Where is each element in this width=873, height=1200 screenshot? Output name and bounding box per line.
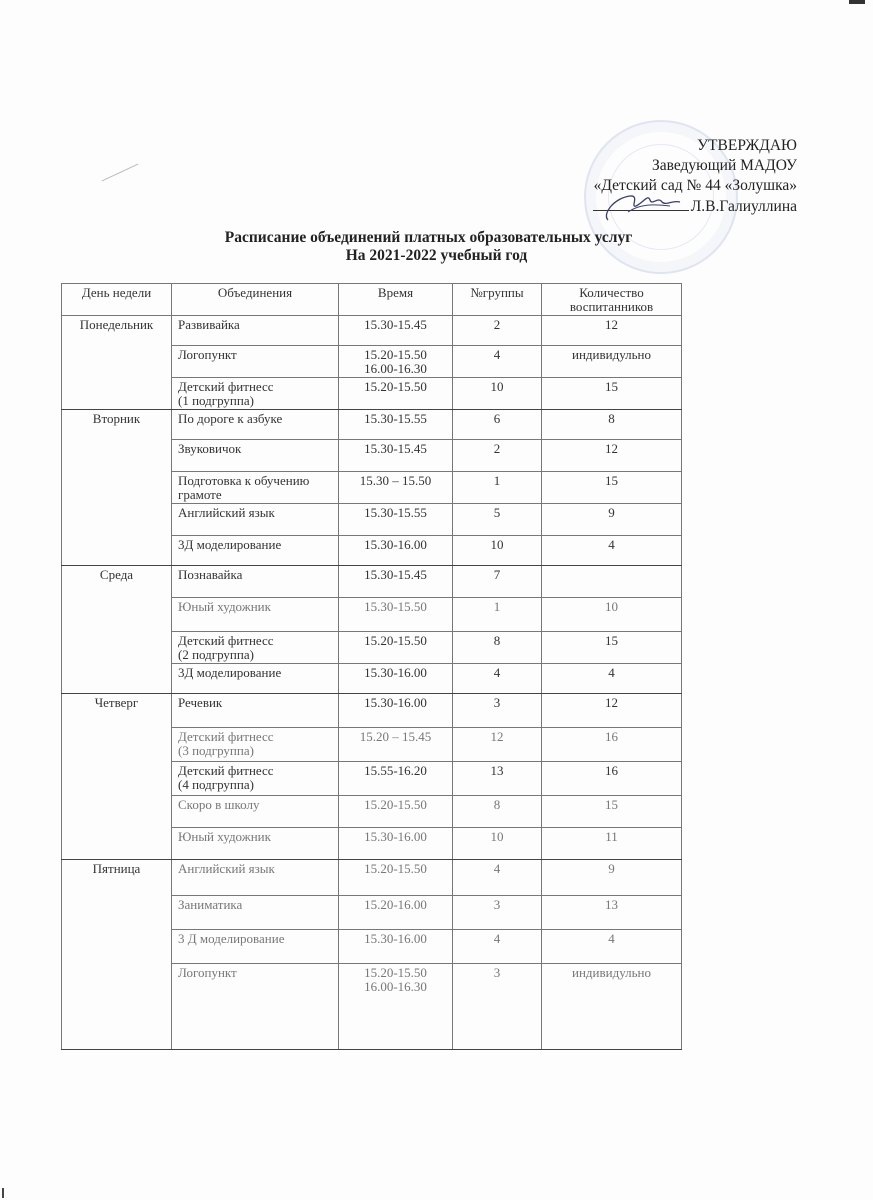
time-cell: 15.30-15.45 bbox=[339, 566, 453, 598]
time-cell: 15.30-15.55 bbox=[339, 504, 453, 536]
association-cell: Английский язык bbox=[172, 860, 339, 896]
pupil-count-cell: индивидульно bbox=[542, 346, 682, 378]
title-line-2: На 2021-2022 учебный год bbox=[345, 247, 528, 264]
time-cell: 15.30-16.00 bbox=[339, 828, 453, 860]
group-number-cell: 13 bbox=[453, 762, 542, 796]
group-number-cell: 10 bbox=[453, 536, 542, 566]
time-cell: 15.30-15.45 bbox=[339, 316, 453, 346]
table-row bbox=[62, 316, 682, 346]
day-cell: Пятница bbox=[62, 860, 172, 1050]
association-cell-line: (3 подгруппа) bbox=[178, 743, 254, 758]
group-number-cell: 6 bbox=[453, 410, 542, 440]
group-number-cell: 4 bbox=[453, 664, 542, 694]
time-cell: 15.20-16.00 bbox=[339, 896, 453, 930]
association-cell: Развивайка bbox=[172, 316, 339, 346]
association-cell-line: Детский фитнесс bbox=[178, 729, 274, 744]
time-cell: 15.20-15.50 bbox=[339, 632, 453, 664]
association-cell: По дороге к азбуке bbox=[172, 410, 339, 440]
association-cell bbox=[172, 762, 339, 796]
title-line-1: Расписание объединений платных образовательных услуг bbox=[224, 229, 633, 246]
schedule-table bbox=[61, 283, 682, 1050]
pupil-count-cell: 16 bbox=[542, 762, 682, 796]
pupil-count-cell: 12 bbox=[542, 440, 682, 472]
pupil-count-cell: 4 bbox=[542, 664, 682, 694]
approver-position: Заведующий МАДОУ bbox=[651, 157, 797, 174]
pupil-count-cell: 15 bbox=[542, 632, 682, 664]
scan-artifact bbox=[102, 164, 139, 182]
approval-heading: УТВЕРЖДАЮ bbox=[697, 137, 797, 154]
pupil-count-cell bbox=[542, 566, 682, 598]
pupil-count-cell: 15 bbox=[542, 472, 682, 504]
pupil-count-cell: 16 bbox=[542, 728, 682, 762]
association-cell: Познавайка bbox=[172, 566, 339, 598]
association-cell: Заниматика bbox=[172, 896, 339, 930]
group-number-cell: 2 bbox=[453, 316, 542, 346]
group-number-cell: 10 bbox=[453, 378, 542, 410]
header-time: Время bbox=[339, 284, 453, 316]
group-number-cell: 5 bbox=[453, 504, 542, 536]
pupil-count-cell: индивидульно bbox=[542, 964, 682, 1050]
time-cell: 15.30-16.00 bbox=[339, 694, 453, 728]
time-cell: 15.30-15.45 bbox=[339, 440, 453, 472]
time-cell: 15.30 – 15.50 bbox=[339, 472, 453, 504]
pupil-count-cell: 10 bbox=[542, 598, 682, 632]
document-title bbox=[0, 229, 873, 265]
table-row bbox=[62, 694, 682, 728]
group-number-cell: 4 bbox=[453, 860, 542, 896]
association-cell: Юный художник bbox=[172, 598, 339, 632]
pupil-count-cell: 13 bbox=[542, 896, 682, 930]
association-cell: 3Д моделирование bbox=[172, 536, 339, 566]
pupil-count-cell: 4 bbox=[542, 930, 682, 964]
association-cell: Логопункт bbox=[172, 346, 339, 378]
time-cell-line: 16.00-16.30 bbox=[364, 361, 427, 376]
pupil-count-cell: 15 bbox=[542, 378, 682, 410]
association-cell: Юный художник bbox=[172, 828, 339, 860]
approver-name: Л.В.Галиуллина bbox=[690, 198, 797, 215]
pupil-count-cell: 15 bbox=[542, 796, 682, 828]
association-cell: 3 Д моделирование bbox=[172, 930, 339, 964]
time-cell-line: 15.20-15.50 bbox=[364, 965, 427, 980]
association-cell: 3Д моделирование bbox=[172, 664, 339, 694]
time-cell: 15.20 – 15.45 bbox=[339, 728, 453, 762]
pupil-count-cell: 9 bbox=[542, 860, 682, 896]
time-cell: 15.30-15.50 bbox=[339, 598, 453, 632]
pupil-count-cell: 8 bbox=[542, 410, 682, 440]
pupil-count-cell: 4 bbox=[542, 536, 682, 566]
time-cell-line: 16.00-16.30 bbox=[364, 979, 427, 994]
group-number-cell: 10 bbox=[453, 828, 542, 860]
scan-corner-mark bbox=[849, 0, 865, 4]
association-cell bbox=[172, 632, 339, 664]
group-number-cell: 12 bbox=[453, 728, 542, 762]
day-cell: Понедельник bbox=[62, 316, 172, 410]
association-cell-line: (2 подгруппа) bbox=[178, 647, 254, 662]
pupil-count-cell: 11 bbox=[542, 828, 682, 860]
association-cell: Английский язык bbox=[172, 504, 339, 536]
group-number-cell: 4 bbox=[453, 930, 542, 964]
association-cell-line: Детский фитнесс bbox=[178, 763, 274, 778]
time-cell: 15.20-15.50 bbox=[339, 796, 453, 828]
day-cell: Среда bbox=[62, 566, 172, 694]
association-cell bbox=[172, 728, 339, 762]
association-cell: Речевик bbox=[172, 694, 339, 728]
header-group-number: №группы bbox=[453, 284, 542, 316]
table-row bbox=[62, 566, 682, 598]
schedule-body bbox=[62, 316, 682, 1050]
association-cell-line: (1 подгруппа) bbox=[178, 393, 254, 408]
association-cell-line: (4 подгруппа) bbox=[178, 777, 254, 792]
time-cell: 15.30-16.00 bbox=[339, 536, 453, 566]
day-cell: Четверг bbox=[62, 694, 172, 860]
time-cell: 15.30-15.55 bbox=[339, 410, 453, 440]
header-day: День недели bbox=[62, 284, 172, 316]
association-cell: Логопункт bbox=[172, 964, 339, 1050]
time-cell bbox=[339, 964, 453, 1050]
association-cell: Звуковичок bbox=[172, 440, 339, 472]
header-pupil-count: Количество воспитанников bbox=[542, 284, 682, 316]
institution-name: «Детский сад № 44 «Золушка» bbox=[593, 177, 797, 194]
group-number-cell: 3 bbox=[453, 694, 542, 728]
association-cell: Скоро в школу bbox=[172, 796, 339, 828]
time-cell: 15.30-16.00 bbox=[339, 930, 453, 964]
group-number-cell: 1 bbox=[453, 472, 542, 504]
day-cell: Вторник bbox=[62, 410, 172, 566]
table-header-row bbox=[62, 284, 682, 316]
group-number-cell: 2 bbox=[453, 440, 542, 472]
group-number-cell: 7 bbox=[453, 566, 542, 598]
time-cell: 15.55-16.20 bbox=[339, 762, 453, 796]
time-cell bbox=[339, 346, 453, 378]
group-number-cell: 8 bbox=[453, 632, 542, 664]
group-number-cell: 4 bbox=[453, 346, 542, 378]
time-cell: 15.30-16.00 bbox=[339, 664, 453, 694]
association-cell-line: Детский фитнесс bbox=[178, 633, 274, 648]
header-association: Объединения bbox=[172, 284, 339, 316]
pupil-count-cell: 12 bbox=[542, 316, 682, 346]
group-number-cell: 8 bbox=[453, 796, 542, 828]
group-number-cell: 3 bbox=[453, 896, 542, 930]
signature-icon bbox=[600, 190, 690, 224]
time-cell: 15.20-15.50 bbox=[339, 860, 453, 896]
table-row bbox=[62, 860, 682, 896]
group-number-cell: 3 bbox=[453, 964, 542, 1050]
association-cell-line: Детский фитнесс bbox=[178, 379, 274, 394]
scan-edge-mark bbox=[2, 1188, 4, 1198]
pupil-count-cell: 12 bbox=[542, 694, 682, 728]
time-cell: 15.20-15.50 bbox=[339, 378, 453, 410]
association-cell: Подготовка к обучению грамоте bbox=[172, 472, 339, 504]
association-cell bbox=[172, 378, 339, 410]
pupil-count-cell: 9 bbox=[542, 504, 682, 536]
group-number-cell: 1 bbox=[453, 598, 542, 632]
table-row bbox=[62, 410, 682, 440]
time-cell-line: 15.20-15.50 bbox=[364, 347, 427, 362]
